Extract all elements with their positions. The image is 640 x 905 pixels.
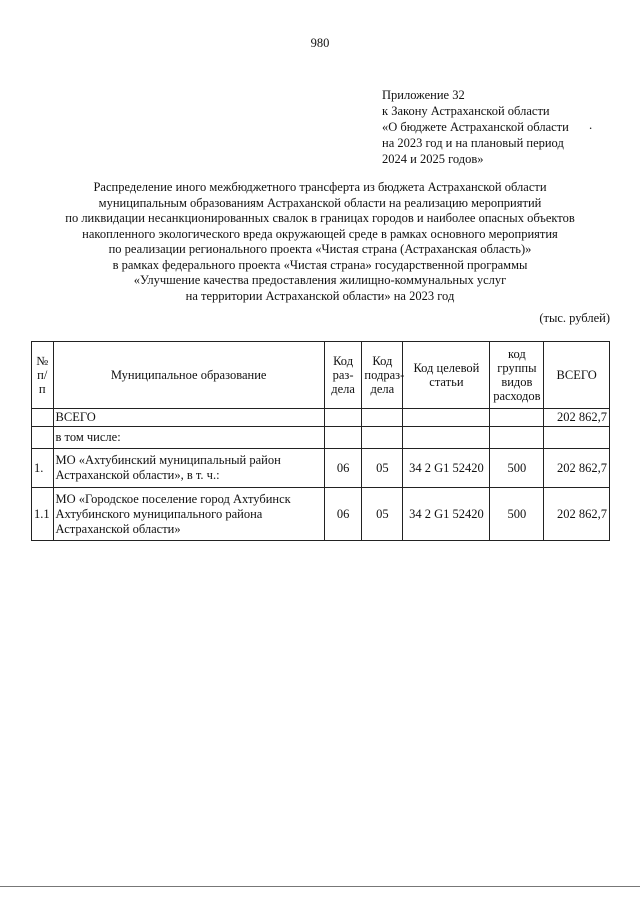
cell-num: 1. [32, 449, 54, 488]
cell-vr [490, 427, 544, 449]
cell-total [544, 427, 610, 449]
title-line: Распределение иного межбюджетного трансферта из бюджета Астраханской области [93, 180, 547, 194]
cell-vr: 500 [490, 488, 544, 541]
header-csr: Код целевой статьи [403, 342, 490, 409]
cell-name: МО «Ахтубинский муниципальный район Астраханской области», в т. ч.: [53, 449, 324, 488]
cell-csr [403, 409, 490, 427]
title-line: в рамках федерального проекта «Чистая страна» государственной программы [112, 257, 528, 272]
header-total: ВСЕГО [544, 342, 610, 409]
table-header-row [32, 342, 610, 409]
title-line: по ликвидации несанкционированных свалок в границах городов и наиболее опасных объектов [65, 211, 575, 225]
cell-name: ВСЕГО [53, 409, 324, 427]
document-title [40, 180, 600, 304]
header-num: № п/п [32, 342, 54, 409]
cell-podrazdel: 05 [362, 488, 403, 541]
appendix-line: на 2023 год и на плановый период [382, 136, 564, 150]
cell-csr: 34 2 G1 52420 [403, 449, 490, 488]
cell-total: 202 862,7 [544, 409, 610, 427]
cell-podrazdel [362, 427, 403, 449]
appendix-block [382, 87, 569, 167]
title-line: по реализации регионального проекта «Чистая страна (Астраханская область)» [108, 242, 532, 256]
cell-num [32, 427, 54, 449]
table-row [32, 488, 610, 541]
title-line: накопленного экологического вреда окружающей среде в рамках основного мероприятия [82, 226, 558, 241]
header-razdel: Код раз-дела [324, 342, 362, 409]
title-line: муниципальным образованиям Астраханской области на реализацию мероприятий [98, 195, 542, 210]
cell-razdel [324, 409, 362, 427]
cell-razdel: 06 [324, 449, 362, 488]
page-number: 980 [310, 36, 330, 50]
cell-razdel [324, 427, 362, 449]
cell-csr [403, 427, 490, 449]
cell-name: МО «Городское поселение город Ахтубинск Ахтубинского муниципального района Астраханской области» [53, 488, 324, 541]
appendix-line: 2024 и 2025 годов» [382, 152, 484, 166]
header-mo: Муниципальное образование [53, 342, 324, 409]
cell-razdel: 06 [324, 488, 362, 541]
header-podrazdel: Код подраз-дела [362, 342, 403, 409]
cell-vr [490, 409, 544, 427]
appendix-line: к Закону Астраханской области [382, 104, 550, 118]
table-row [32, 427, 610, 449]
distribution-table [31, 341, 610, 541]
cell-vr: 500 [490, 449, 544, 488]
cell-num [32, 409, 54, 427]
cell-total: 202 862,7 [544, 449, 610, 488]
cell-podrazdel [362, 409, 403, 427]
table-row [32, 409, 610, 427]
footer-rule [0, 886, 640, 887]
units-label: (тыс. рублей) [539, 311, 610, 325]
cell-name: в том числе: [53, 427, 324, 449]
cell-csr: 34 2 G1 52420 [403, 488, 490, 541]
title-line: на территории Астраханской области» на 2023 год [185, 288, 455, 303]
cell-num: 1.1 [32, 488, 54, 541]
cell-total: 202 862,7 [544, 488, 610, 541]
title-line: «Улучшение качества предоставления жилищно-коммунальных услуг [133, 273, 507, 287]
appendix-line: «О бюджете Астраханской области [382, 120, 569, 134]
cell-podrazdel: 05 [362, 449, 403, 488]
appendix-line: Приложение 32 [382, 88, 465, 102]
header-vr: код группы видов расходов [490, 342, 544, 409]
table-row [32, 449, 610, 488]
stray-dot: . [589, 117, 593, 132]
